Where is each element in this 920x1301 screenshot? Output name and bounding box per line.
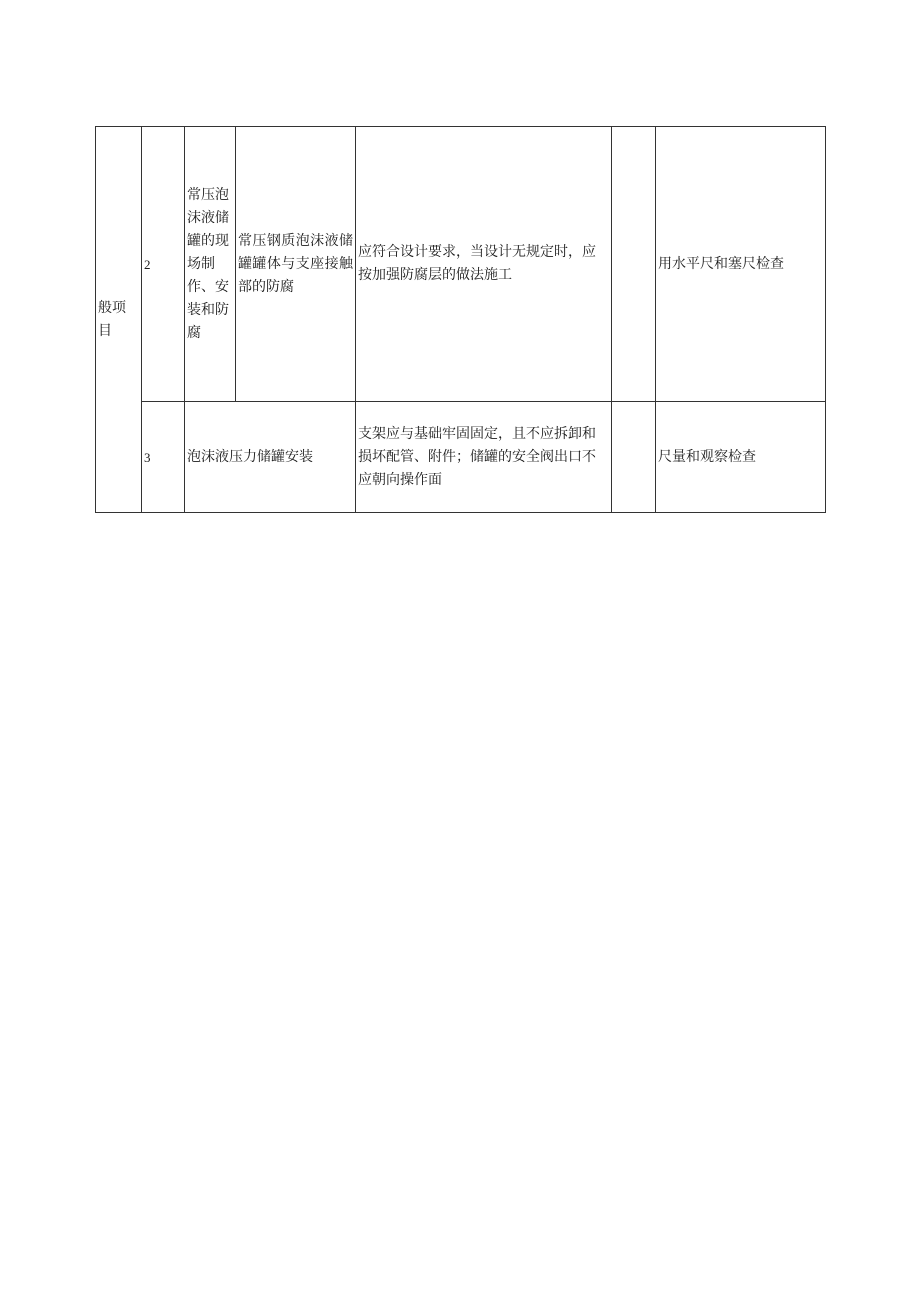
requirement-cell: 支架应与基础牢固固定，且不应拆卸和损坏配管、附件；储罐的安全阀出口不应朝向操作面	[356, 402, 612, 513]
inspection-table	[95, 126, 826, 513]
category-cell: 般项目	[96, 127, 142, 513]
table-row	[96, 402, 826, 513]
table-row	[96, 127, 826, 402]
item-cell: 泡沫液压力储罐安装	[185, 402, 356, 513]
result-cell	[612, 127, 656, 402]
subitem-cell: 常压钢质泡沫液储罐罐体与支座接触部的防腐	[236, 127, 356, 402]
method-cell: 尺量和观察检查	[656, 402, 826, 513]
requirement-cell: 应符合设计要求，当设计无规定时，应按加强防腐层的做法施工	[356, 127, 612, 402]
item-cell: 常压泡沫液储罐的现场制作、安装和防腐	[185, 127, 236, 402]
row-number-cell: 2	[142, 127, 185, 402]
row-number-cell: 3	[142, 402, 185, 513]
result-cell	[612, 402, 656, 513]
method-cell: 用水平尺和塞尺检查	[656, 127, 826, 402]
